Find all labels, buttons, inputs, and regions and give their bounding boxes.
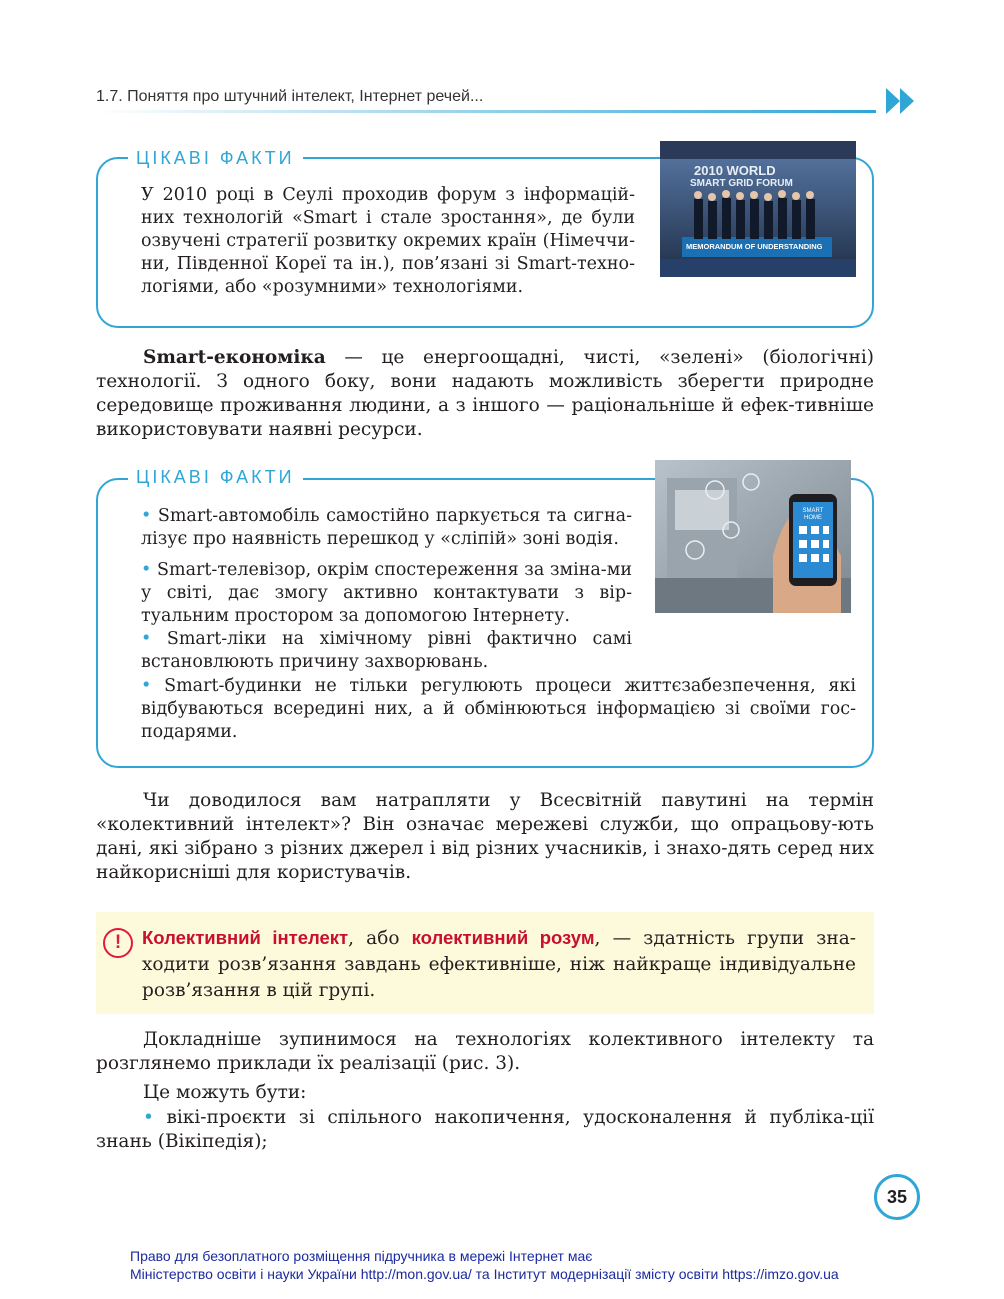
- fact-item-text: Smart-телевізор, окрім спостереження за зміна-ми у світі, дає змогу активно контактувати з вір-туальним простором за допомогою Інтернету.: [141, 560, 632, 626]
- collective-intelligence-paragraph: Чи доводилося вам натрапляти у Всесвітній павутині на термін «колективний інтелект»? Він означає мережеві служби, що опрацьову-ють дані, які зібрано з різних джерел і від різних учасників, і знахо-дять серед них найкорисніші для користувачів.: [96, 790, 874, 883]
- definition-rest: , — здатність групи зна-ходити розв’язання завдань ефективніше, ніж найкраще індивідуальне розв’язання в цій групі.: [142, 928, 856, 1001]
- forum-photo: [660, 141, 856, 277]
- examples-paragraph: Докладніше зупинимося на технологіях колективного інтелекту та розглянемо приклади їх реалізації (рис. 3).: [96, 1029, 874, 1074]
- page-number: 35: [874, 1174, 920, 1220]
- fact-item-text: Smart-ліки на хімічному рівні фактично самі встановлюють причину захворювань.: [141, 629, 632, 672]
- exclamation-icon: !: [103, 928, 133, 958]
- bullet-icon: •: [141, 676, 152, 696]
- facts-box-1-label: ЦІКАВІ ФАКТИ: [128, 148, 303, 169]
- term-collective-intelligence: Колективний інтелект: [142, 927, 349, 948]
- fact-item-houses: [141, 675, 856, 744]
- smart-economy-definition: — це енергоощадні, чисті, «зелені» (біологічні) технології. З одного боку, вони надають можливість зберегти природне середовище проживання людини, а з іншого — раціональніше й ефек-тивніше використовувати наявні ресурси.: [96, 347, 874, 440]
- forum-memo-banner: MEMORANDUM OF UNDERSTANDING: [686, 242, 823, 251]
- list-item-wiki: [96, 1106, 874, 1154]
- bullet-icon: •: [141, 629, 152, 649]
- smart-economy-paragraph: [96, 346, 874, 442]
- section-title: 1.7. Поняття про штучний інтелект, Інтернет речей...: [96, 88, 484, 105]
- forum-banner-line2: SMART GRID FORUM: [690, 178, 793, 189]
- list-item-text: вікі-проєкти зі спільного накопичення, удосконалення й публіка-ції знань (Вікіпедія);: [96, 1107, 874, 1152]
- fact-item-text: Smart-автомобіль самостійно паркується та сигна-лізує про наявність перешкод у «сліпій» зоні водія.: [141, 506, 632, 549]
- facts-box-2-label: ЦІКАВІ ФАКТИ: [128, 467, 303, 488]
- fact-item-tv: [141, 559, 632, 628]
- footer-line-1: Право для безоплатного розміщення підручника в мережі Інтернет має: [130, 1248, 593, 1264]
- fact-item-medicine: [141, 628, 632, 674]
- facts-box-1-text: У 2010 році в Сеулі проходив форум з інформацій-них технологій «Smart і стале зростання», де були озвучені стратегії розвитку окремих країн (Німеччи-ни, Південної Кореї та ін.), пов’язані зі Smart-техно-логіями, або «розумними» технологіями.: [141, 185, 635, 297]
- forum-banner-line1: 2010 WORLD: [694, 163, 776, 178]
- term-collective-mind: колективний розум: [411, 927, 595, 948]
- definition-text: [142, 925, 856, 1004]
- bullet-icon: •: [141, 560, 152, 580]
- smart-home-photo: [655, 460, 851, 613]
- next-page-icon[interactable]: [886, 86, 918, 116]
- fact-item-car: [141, 505, 632, 551]
- fact-item-text: Smart-будинки не тільки регулюють процеси життєзабезпечення, які відбуваються всередині них, а й обмінюються інформацією зі своїми гос-подарями.: [141, 676, 856, 742]
- footer-line-2: Міністерство освіти і науки України http://mon.gov.ua/ та Інститут модернізації змісту освіти https://imzo.gov.ua: [130, 1266, 839, 1282]
- bullet-icon: •: [141, 506, 152, 526]
- header-rule: [96, 110, 876, 113]
- phone-screen-label: SMART HOME: [802, 508, 824, 521]
- term-separator: , або: [348, 928, 412, 949]
- list-intro: Це можуть бути:: [143, 1082, 307, 1103]
- smart-economy-term: Smart-економіка: [143, 347, 326, 368]
- bullet-icon: •: [143, 1107, 154, 1128]
